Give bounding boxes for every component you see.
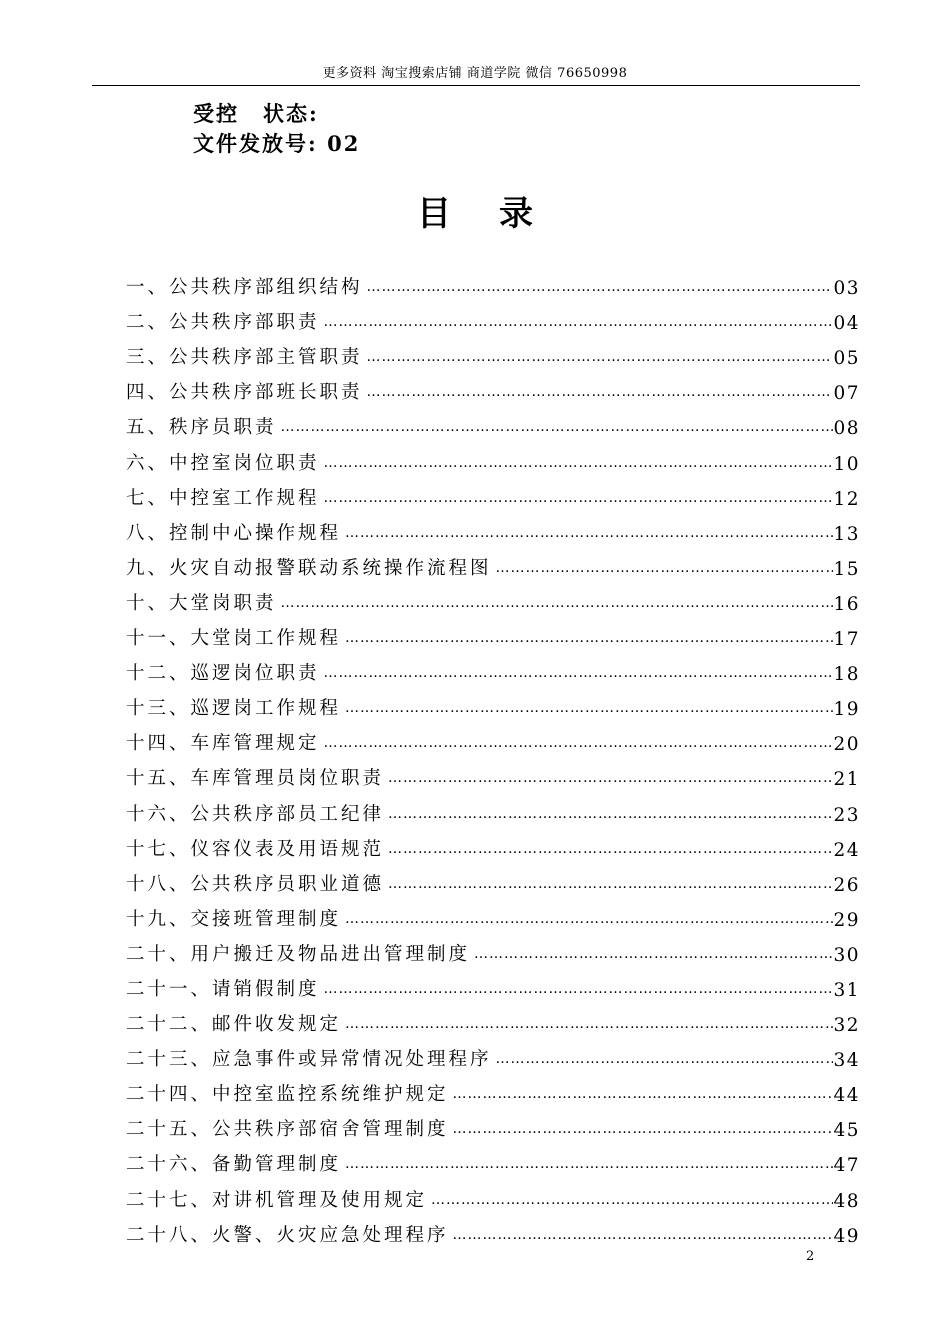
toc-entry[interactable] — [126, 369, 860, 404]
toc-dot-leader — [363, 279, 834, 299]
toc-dot-leader — [320, 735, 834, 755]
toc-entry[interactable] — [126, 1036, 860, 1071]
toc-entry[interactable] — [126, 1141, 860, 1176]
toc-entry[interactable] — [126, 650, 860, 685]
doc-number-value: 02 — [327, 131, 361, 156]
toc-entry[interactable] — [126, 615, 860, 650]
toc-dot-leader — [277, 419, 834, 439]
toc-entry-page: 34 — [833, 1050, 860, 1072]
toc-entry[interactable] — [126, 404, 860, 439]
toc-dot-leader — [320, 314, 834, 334]
toc-dot-leader — [320, 455, 834, 475]
toc-entry-label: 十二、巡逻岗位职责 — [126, 663, 320, 685]
toc-entry-label: 十三、巡逻岗工作规程 — [126, 698, 342, 720]
toc-dot-leader — [470, 946, 833, 966]
toc-entry-page: 30 — [833, 944, 860, 966]
toc-entry-label: 十六、公共秩序部员工纪律 — [126, 803, 385, 825]
toc-entry-page: 49 — [833, 1225, 860, 1247]
page-title: 目录 — [417, 194, 581, 234]
toc-entry-label: 二十二、邮件收发规定 — [126, 1014, 342, 1036]
toc-dot-leader — [341, 525, 833, 545]
toc-entry-page: 20 — [833, 734, 860, 756]
toc-entry-page: 31 — [833, 979, 860, 1001]
toc-entry[interactable] — [126, 931, 860, 966]
toc-entry-page: 44 — [833, 1085, 860, 1107]
toc-entry-label: 二、公共秩序部职责 — [126, 312, 320, 334]
toc-entry-label: 二十一、请销假制度 — [126, 978, 320, 1000]
toc-entry[interactable] — [126, 475, 860, 510]
toc-entry-page: 26 — [833, 874, 860, 896]
toc-entry[interactable] — [126, 861, 860, 896]
toc-entry[interactable] — [126, 1001, 860, 1036]
toc-dot-leader — [320, 665, 834, 685]
toc-dot-leader — [449, 1121, 834, 1141]
toc-dot-leader — [363, 349, 834, 369]
toc-dot-leader — [363, 384, 834, 404]
toc-entry-page: 08 — [833, 418, 860, 440]
toc-entry-page: 23 — [833, 804, 860, 826]
toc-dot-leader — [449, 1227, 834, 1247]
toc-entry-label: 十五、车库管理员岗位职责 — [126, 768, 385, 790]
toc-entry-page: 17 — [833, 629, 860, 651]
toc-dot-leader — [449, 1086, 834, 1106]
toc-entry-page: 15 — [833, 558, 860, 580]
toc-entry-label: 二十四、中控室监控系统维护规定 — [126, 1084, 449, 1106]
toc-dot-leader — [427, 1192, 833, 1212]
toc-entry-page: 18 — [833, 664, 860, 686]
toc-dot-leader — [320, 490, 834, 510]
toc-entry[interactable] — [126, 826, 860, 861]
toc-entry-label: 十一、大堂岗工作规程 — [126, 628, 342, 650]
toc-entry-label: 二十三、应急事件或异常情况处理程序 — [126, 1049, 492, 1071]
toc-entry-label: 七、中控室工作规程 — [126, 487, 320, 509]
page-header-text: 更多资料 淘宝搜索店铺 商道学院 微信 76650998 — [322, 66, 628, 81]
toc-dot-leader — [492, 1051, 834, 1071]
toc-entry[interactable] — [126, 896, 860, 931]
header-divider — [92, 85, 860, 86]
toc-entry-label: 九、火灾自动报警联动系统操作流程图 — [126, 557, 492, 579]
toc-entry[interactable] — [126, 1212, 860, 1247]
toc-dot-leader — [492, 560, 834, 580]
toc-dot-leader — [341, 700, 833, 720]
toc-entry[interactable] — [126, 1071, 860, 1106]
toc-entry[interactable] — [126, 1106, 860, 1141]
toc-entry-label: 十、大堂岗职责 — [126, 592, 277, 614]
toc-entry-label: 三、公共秩序部主管职责 — [126, 347, 363, 369]
toc-entry-label: 十四、车库管理规定 — [126, 733, 320, 755]
toc-entry-page: 48 — [833, 1190, 860, 1212]
toc-entry-page: 45 — [833, 1120, 860, 1142]
toc-entry-page: 04 — [833, 313, 860, 335]
toc-entry[interactable] — [126, 334, 860, 369]
toc-entry-page: 21 — [833, 769, 860, 791]
page-number: 2 — [806, 1249, 815, 1264]
toc-entry[interactable] — [126, 720, 860, 755]
toc-entry-label: 八、控制中心操作规程 — [126, 522, 342, 544]
toc-entry-label: 二十六、备勤管理制度 — [126, 1154, 342, 1176]
control-status-line — [193, 98, 319, 128]
toc-entry-label: 十八、公共秩序员职业道德 — [126, 873, 385, 895]
toc-dot-leader — [384, 876, 833, 896]
toc-entry-label: 十七、仪容仪表及用语规范 — [126, 838, 385, 860]
toc-entry-label: 四、公共秩序部班长职责 — [126, 382, 363, 404]
toc-dot-leader — [341, 1016, 833, 1036]
toc-entry-label: 十九、交接班管理制度 — [126, 908, 342, 930]
toc-entry[interactable] — [126, 299, 860, 334]
toc-entry[interactable] — [126, 580, 860, 615]
toc-entry-page: 19 — [833, 699, 860, 721]
toc-entry-page: 03 — [833, 278, 860, 300]
toc-entry-page: 32 — [833, 1015, 860, 1037]
toc-dot-leader — [384, 806, 833, 826]
toc-dot-leader — [341, 630, 833, 650]
table-of-contents — [126, 264, 860, 1247]
doc-number-label: 文件发放号: — [193, 131, 318, 156]
toc-entry-page: 29 — [833, 909, 860, 931]
toc-entry-label: 二十五、公共秩序部宿舍管理制度 — [126, 1119, 449, 1141]
toc-entry[interactable] — [126, 545, 860, 580]
toc-entry-page: 24 — [833, 839, 860, 861]
toc-dot-leader — [384, 841, 833, 861]
toc-entry[interactable] — [126, 685, 860, 720]
toc-dot-leader — [384, 770, 833, 790]
toc-dot-leader — [341, 911, 833, 931]
toc-entry-page: 07 — [833, 383, 860, 405]
toc-entry-label: 六、中控室岗位职责 — [126, 452, 320, 474]
toc-entry-page: 13 — [833, 523, 860, 545]
toc-entry-label: 一、公共秩序部组织结构 — [126, 277, 363, 299]
toc-entry-page: 05 — [833, 348, 860, 370]
doc-number-line — [193, 128, 360, 158]
toc-entry[interactable] — [126, 1176, 860, 1211]
toc-dot-leader — [341, 1156, 833, 1176]
toc-entry[interactable] — [126, 790, 860, 825]
toc-entry-label: 二十八、火警、火灾应急处理程序 — [126, 1224, 449, 1246]
toc-entry[interactable] — [126, 966, 860, 1001]
toc-entry-label: 五、秩序员职责 — [126, 417, 277, 439]
toc-dot-leader — [320, 981, 834, 1001]
toc-entry-page: 10 — [833, 453, 860, 475]
toc-entry[interactable] — [126, 439, 860, 474]
toc-entry[interactable] — [126, 264, 860, 299]
toc-entry[interactable] — [126, 510, 860, 545]
toc-entry[interactable] — [126, 755, 860, 790]
controlled-label: 受控 — [193, 101, 239, 126]
toc-entry-label: 二十七、对讲机管理及使用规定 — [126, 1189, 428, 1211]
toc-dot-leader — [277, 595, 834, 615]
toc-entry-page: 16 — [833, 593, 860, 615]
toc-entry-label: 二十、用户搬迁及物品进出管理制度 — [126, 943, 471, 965]
toc-entry-page: 12 — [833, 488, 860, 510]
status-label: 状态: — [263, 101, 319, 126]
toc-entry-page: 47 — [833, 1155, 860, 1177]
